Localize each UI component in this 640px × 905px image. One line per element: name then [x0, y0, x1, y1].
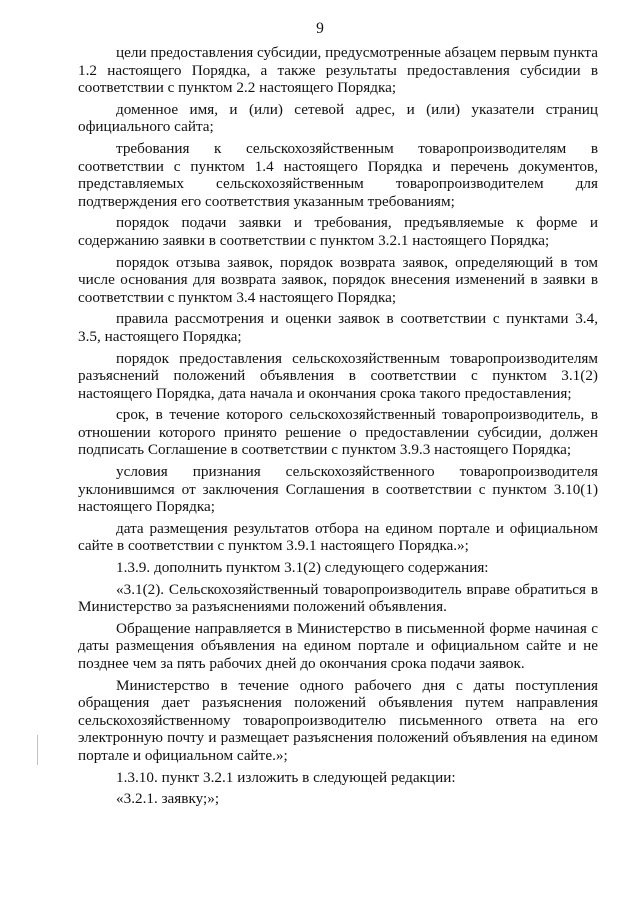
- paragraph-subsidy-purpose: цели предоставления субсидии, предусмотренные абзацем первым пункта 1.2 настоящего Порядка, а также результаты предоставления субсидии в соответствии с пунктом 2.2 настоящего Порядка;: [78, 44, 598, 97]
- paragraph-amendment-1-3-9: 1.3.9. дополнить пунктом 3.1(2) следующего содержания:: [116, 559, 489, 577]
- paragraph-withdrawal-procedure: порядок отзыва заявок, порядок возврата заявок, определяющий в том числе основания для возврата заявок, порядок внесения изменений в заявки в соответствии с пунктом 3.4 настоящего Порядка;: [78, 253, 598, 306]
- paragraph-clause-3-1-2: «3.1(2). Сельскохозяйственный товаропроизводитель вправе обратиться в Министерство за разъяснениями положений объявления.: [78, 580, 598, 616]
- paragraph-ministry-response: Министерство в течение одного рабочего дня с даты поступления обращения дает разъяснения положений объявления путем направления сельскохозяйственному товаропроизводителю письменного ответа на его электронную почту и размещает разъяснения положений объявления на едином портале и официальном сайте.»;: [78, 676, 598, 764]
- paragraph-clarification-procedure: порядок предоставления сельскохозяйственным товаропроизводителям разъяснений положений объявления в соответствии с пунктом 3.1(2) настоящего Порядка, дата начала и окончания срока такого предоставления;: [78, 349, 598, 402]
- paragraph-producer-requirements: требования к сельскохозяйственным товаропроизводителям в соответствии с пунктом 1.4 настоящего Порядка и перечень документов, представляемых сельскохозяйственным товаропроизводителем для подтверждения его соответствия указанным требованиям;: [78, 139, 598, 210]
- paragraph-review-rules: правила рассмотрения и оценки заявок в соответствии с пунктами 3.4, 3.5, настоящего Порядка;: [78, 310, 598, 345]
- paragraph-clause-3-2-1: «3.2.1. заявку;»;: [116, 790, 220, 808]
- paragraph-appeal-submission: Обращение направляется в Министерство в письменной форме начиная с даты размещения объявления на едином портале и официальном сайте и не позднее чем за пять рабочих дней до окончания срока подачи заявок.: [78, 619, 598, 672]
- document-body: [78, 44, 598, 808]
- paragraph-domain-name: доменное имя, и (или) сетевой адрес, и (или) указатели страниц официального сайта;: [78, 100, 598, 136]
- paragraph-results-publication: дата размещения результатов отбора на едином портале и официальном сайте в соответствии с пунктом 3.9.1 настоящего Порядка.»;: [78, 519, 598, 555]
- paragraph-application-procedure: порядок подачи заявки и требования, предъявляемые к форме и содержанию заявки в соответствии с пунктом 3.2.1 настоящего Порядка;: [78, 214, 598, 249]
- paragraph-evasion-conditions: условия признания сельскохозяйственного товаропроизводителя уклонившимся от заключения Соглашения в соответствии с пунктом 3.10(1) настоящего Порядка;: [78, 463, 598, 516]
- paragraph-signing-deadline: срок, в течение которого сельскохозяйственный товаропроизводитель, в отношении которого принято решение о предоставлении субсидии, должен подписать Соглашение в соответствии с пунктом 3.9.3 настоящего Порядка;: [78, 406, 598, 459]
- scan-margin-mark: [37, 735, 38, 765]
- paragraph-amendment-1-3-10: 1.3.10. пункт 3.2.1 изложить в следующей редакции:: [116, 768, 456, 786]
- page-number: 9: [316, 20, 324, 37]
